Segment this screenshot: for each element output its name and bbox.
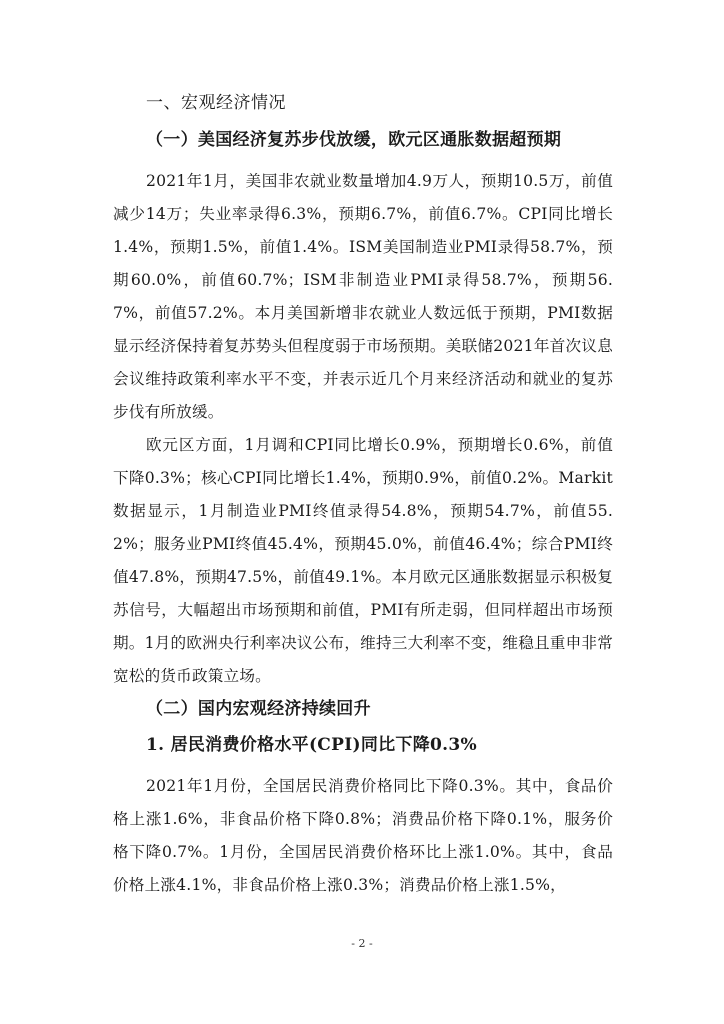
item-title-cpi: 1. 居民消费价格水平(CPI)同比下降0.3%: [146, 735, 477, 755]
paragraph-cpi: 2021年1月份，全国居民消费价格同比下降0.3%。其中，食品价格上涨1.6%，非食品价格下降0.8%；消费品价格下降0.1%，服务价格下降0.7%。1月份，全国居民消费价格环比上涨1.0%。其中，食品价格上涨4.1%，非食品价格上涨0.3%；消费品价格上涨1.5%，: [113, 777, 613, 894]
paragraph-us-economy: 2021年1月，美国非农就业数量增加4.9万人，预期10.5万，前值减少14万；失业率录得6.3%，预期6.7%，前值6.7%。CPI同比增长1.4%，预期1.5%，前值1.4%。ISM美国制造业PMI录得58.7%，预期60.0%，前值60.7%；ISM非制造业PMI录得58.7%，预期56.7%，前值57.2%。本月美国新增非农就业人数远低于预期，PMI数据显示经济保持着复苏势头但程度弱于市场预期。美联储2021年首次议息会议维持政策利率水平不变，并表示近几个月来经济活动和就业的复苏步伐有所放缓。: [113, 172, 613, 421]
paragraph-eurozone: 欧元区方面，1月调和CPI同比增长0.9%，预期增长0.6%，前值下降0.3%；核心CPI同比增长1.4%，预期0.9%，前值0.2%。Markit数据显示，1月制造业PMI终值录得54.8%，预期54.7%，前值55.2%；服务业PMI终值45.4%，预期45.0%，前值46.4%；综合PMI终值47.8%，预期47.5%，前值49.1%。本月欧元区通胀数据显示积极复苏信号，大幅超出市场预期和前值，PMI有所走弱，但同样超出市场预期。1月的欧洲央行利率决议公布，维持三大利率不变，维稳且重申非常宽松的货币政策立场。: [113, 436, 613, 685]
page-number: - 2 -: [351, 937, 373, 950]
subsection-title-us-eurozone: （一）美国经济复苏步伐放缓，欧元区通胀数据超预期: [146, 130, 562, 150]
document-body: [113, 92, 613, 902]
section-title-macro: 一、宏观经济情况: [146, 93, 286, 113]
subsection-title-domestic: （二）国内宏观经济持续回升: [146, 699, 371, 719]
